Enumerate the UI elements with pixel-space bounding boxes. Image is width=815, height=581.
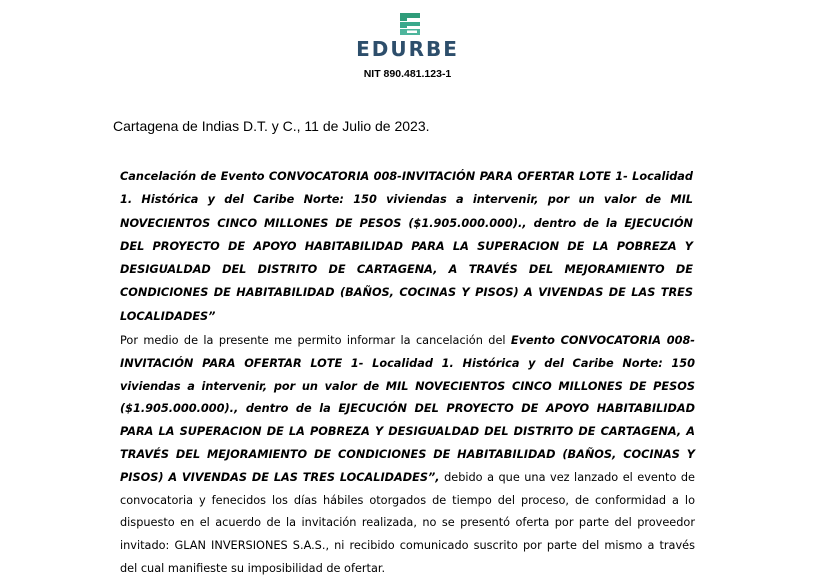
letter-subject: Cancelación de Evento CONVOCATORIA 008-INVITACIÓN PARA OFERTAR LOTE 1- Localidad 1. Histórica y del Caribe Norte: 150 viviendas a intervenir, por un valor de MIL NOVECIENTOS CINCO MILLONES DE PESOS ($1.905.000.000)., dentro de la EJECUCIÓN DEL PROYECTO DE APOYO HABITABILIDAD PARA LA SUPERACION DE LA POBREZA Y DESIGUALDAD DEL DISTRITO DE CARTAGENA, A TRAVÉS DEL MEJORAMIENTO DE CONDICIONES DE HABITABILIDAD (BAÑOS, COCINAS Y PISOS) A VIVENDAS DE LAS TRES LOCALIDADES”: [120, 170, 693, 323]
body-rest: debido a que una vez lanzado el evento de convocatoria y fenecidos los días hábiles otorgados de tiempo del proceso, de conformidad a lo dispuesto en el acuerdo de la invitación realizada, no se presentó oferta por parte del proveedor invitado: GLAN INVERSIONES S.A.S., ni recibido comunicado suscrito por parte del mismo a través del cual manifieste su imposibilidad de ofertar.: [120, 470, 695, 575]
nit-number: NIT 890.481.123-1: [363, 68, 452, 80]
body-intro: Por medio de la presente me permito informar la cancelación del: [120, 334, 511, 347]
brand-name: EDURBE: [356, 37, 459, 61]
edurbe-logo-icon: [396, 11, 424, 37]
letter-date: Cartagena de Indias D.T. y C., 11 de Julio de 2023.: [113, 118, 430, 134]
letter-body: [120, 330, 695, 581]
body-emphasis: Evento CONVOCATORIA 008-INVITACIÓN PARA OFERTAR LOTE 1- Localidad 1. Histórica y del Caribe Norte: 150 viviendas a intervenir, por un valor de MIL NOVECIENTOS CINCO MILLONES DE PESOS ($1.905.000.000)., dentro de la EJECUCIÓN DEL PROYECTO DE APOYO HABITABILIDAD PARA LA SUPERACION DE LA POBREZA Y DESIGUALDAD DEL DISTRITO DE CARTAGENA, A TRAVÉS DEL MEJORAMIENTO DE CONDICIONES DE HABITABILIDAD (BAÑOS, COCINAS Y PISOS) A VIVENDAS DE LAS TRES LOCALIDADES”,: [120, 334, 695, 484]
